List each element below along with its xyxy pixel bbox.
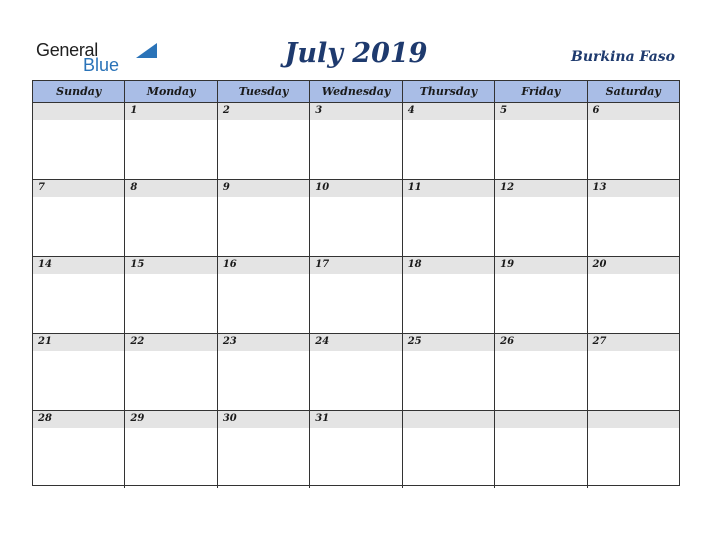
day-cell[interactable] [33, 411, 125, 488]
day-cell[interactable] [495, 180, 587, 256]
logo-text-general: General [36, 40, 98, 60]
day-cell[interactable] [403, 411, 495, 488]
week-row [33, 411, 679, 488]
week-row [33, 103, 679, 180]
weekday-header-row [33, 81, 679, 103]
day-number: 25 [407, 336, 422, 347]
calendar-title: July 2019 [284, 38, 428, 69]
day-number: 15 [130, 259, 145, 270]
day-number: 14 [38, 259, 52, 270]
day-number: 28 [38, 413, 52, 424]
day-cell[interactable] [33, 257, 125, 333]
day-number: 8 [130, 182, 138, 193]
day-number: 7 [38, 182, 45, 193]
day-number: 10 [315, 182, 330, 193]
week-row [33, 257, 679, 334]
day-number: 19 [500, 259, 515, 270]
day-cell[interactable] [125, 257, 217, 333]
day-number: 31 [315, 413, 330, 424]
day-cell[interactable] [33, 103, 125, 179]
day-cell[interactable] [403, 180, 495, 256]
day-cell[interactable] [588, 103, 679, 179]
day-number: 22 [130, 336, 145, 347]
day-cell[interactable] [588, 180, 679, 256]
day-cell[interactable] [310, 411, 402, 488]
day-number: 29 [130, 413, 145, 424]
day-number: 9 [222, 182, 230, 193]
day-cell[interactable] [310, 334, 402, 410]
week-row [33, 180, 679, 257]
day-number: 17 [315, 259, 330, 270]
day-cell[interactable] [218, 411, 310, 488]
day-cell[interactable] [218, 257, 310, 333]
day-number: 12 [500, 182, 515, 193]
day-cell[interactable] [495, 334, 587, 410]
country-name: Burkina Faso [571, 49, 675, 65]
day-cell[interactable] [125, 180, 217, 256]
day-number: 18 [407, 259, 422, 270]
day-cell[interactable] [310, 257, 402, 333]
day-number: 4 [407, 105, 415, 116]
day-cell[interactable] [588, 411, 679, 488]
day-cell[interactable] [310, 103, 402, 179]
day-cell[interactable] [403, 257, 495, 333]
weekday-wednesday: Wednesday [310, 81, 402, 102]
day-cell[interactable] [310, 180, 402, 256]
day-cell[interactable] [33, 334, 125, 410]
day-number: 30 [222, 413, 237, 424]
day-cell[interactable] [218, 103, 310, 179]
day-cell[interactable] [403, 334, 495, 410]
weekday-tuesday: Tuesday [218, 81, 310, 102]
day-number: 20 [592, 259, 607, 270]
day-number: 26 [500, 336, 515, 347]
day-number: 2 [222, 105, 230, 116]
weekday-monday: Monday [125, 81, 217, 102]
day-cell[interactable] [125, 334, 217, 410]
day-number: 1 [130, 105, 138, 116]
day-cell[interactable] [495, 257, 587, 333]
day-number: 13 [592, 182, 607, 193]
day-number: 11 [407, 182, 422, 193]
weekday-friday: Friday [495, 81, 587, 102]
day-number: 21 [38, 336, 52, 347]
day-cell[interactable] [218, 180, 310, 256]
day-number: 23 [222, 336, 237, 347]
day-cell[interactable] [495, 411, 587, 488]
day-cell[interactable] [588, 334, 679, 410]
day-cell[interactable] [588, 257, 679, 333]
day-number: 16 [222, 259, 237, 270]
weekday-sunday: Sunday [33, 81, 125, 102]
day-number: 3 [315, 105, 323, 116]
weekday-saturday: Saturday [605, 85, 661, 98]
day-cell[interactable] [218, 334, 310, 410]
day-cell[interactable] [33, 180, 125, 256]
logo-text-blue: Blue [83, 55, 120, 75]
day-cell[interactable] [125, 103, 217, 179]
day-number: 5 [500, 105, 508, 116]
week-row [33, 334, 679, 411]
weekday-thursday: Thursday [403, 81, 495, 102]
day-number: 24 [315, 336, 330, 347]
day-cell[interactable] [403, 103, 495, 179]
day-cell[interactable] [495, 103, 587, 179]
calendar-grid [32, 80, 680, 486]
day-cell[interactable] [125, 411, 217, 488]
day-number: 6 [592, 105, 600, 116]
day-number: 27 [592, 336, 607, 347]
